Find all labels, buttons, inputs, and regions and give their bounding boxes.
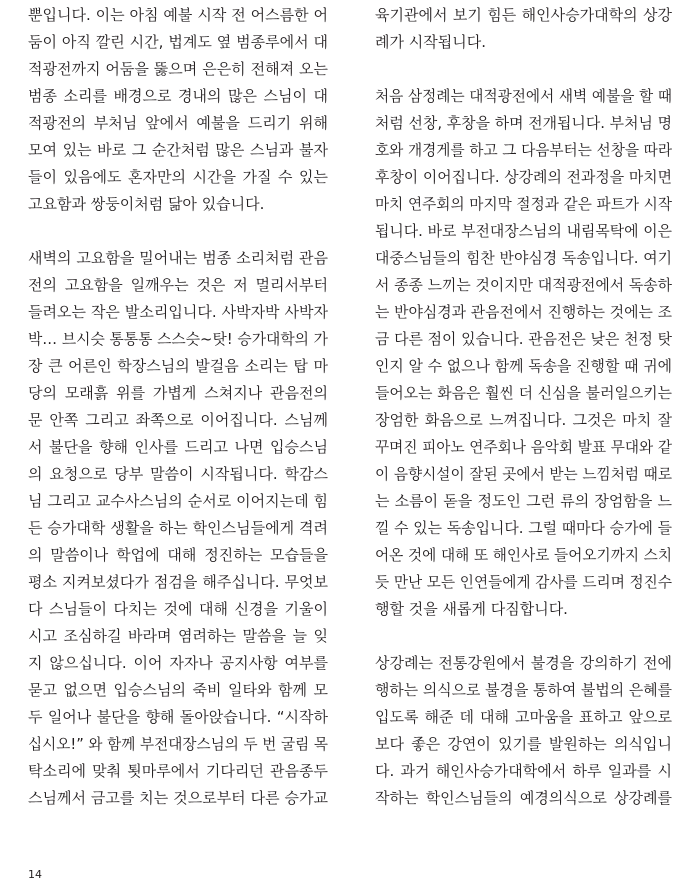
text-line: 범종 소리를 배경으로 경내의 많은 스님이 대	[28, 87, 328, 105]
text-line: 둠이 아직 깔린 시간, 법계도 옆 범종루에서 대	[28, 33, 328, 51]
text-line: 두 일어나 불단을 향해 돌아앉습니다. “시작하	[28, 708, 328, 726]
text-line: 탁소리에 맞춰 툇마루에서 기다리던 관음종두	[28, 762, 328, 780]
text-line: 낄 수 있는 독송입니다. 그럴 때마다 승가에 들	[375, 519, 672, 537]
text-line: 평소 지켜보셨다가 점검을 해주십니다. 무엇보	[28, 573, 328, 591]
paragraph	[375, 650, 672, 812]
text-line: 꾸며진 피아노 연주회나 음악회 발표 무대와 같	[375, 438, 672, 456]
text-line: 는 소름이 돋을 정도인 그런 류의 장엄함을 느	[375, 492, 672, 510]
text-line: 이 음향시설이 잘된 곳에서 받는 느낌처럼 때로	[375, 465, 672, 483]
paragraph	[28, 245, 328, 812]
text-line: 처럼 선창, 후창을 하며 전개됩니다. 부처님 명	[375, 114, 672, 132]
text-line: 들이 있음에도 혼자만의 시간을 가질 수 있는	[28, 168, 328, 186]
text-line: 는 반야심경과 관음전에서 진행하는 것에는 조	[375, 303, 672, 321]
text-line: 적광전까지 어둠을 뚫으며 은은히 전해져 오는	[28, 60, 328, 78]
text-line: 후창이 이어집니다. 상강례의 전과정을 마치면	[375, 168, 672, 186]
text-line: 의 요청으로 당부 말씀이 시작됩니다. 학감스	[28, 465, 328, 483]
text-line: 다. 과거 해인사승가대학에서 하루 일과를 시	[375, 762, 672, 780]
text-line: 행하는 의식으로 불경을 통하여 불법의 은혜를	[375, 681, 672, 699]
text-line: 작하는 학인스님들의 예경의식으로 상강례를	[375, 789, 672, 807]
paragraph	[375, 83, 672, 623]
text-line: 듯 만난 모든 인연들에게 감사를 드리며 정진수	[375, 573, 672, 591]
text-line: 대중스님들의 힘찬 반야심경 독송입니다. 여기	[375, 249, 672, 267]
paragraph	[375, 2, 672, 56]
text-line: 적광전의 부처님 앞에서 예불을 드리기 위해	[28, 114, 328, 132]
text-line: 어온 것에 대해 또 해인사로 들어오기까지 스치	[375, 546, 672, 564]
text-line: 행할 것을 새롭게 다짐합니다.	[375, 600, 568, 618]
text-line: 보다 좋은 강연이 있기를 발원하는 의식입니	[375, 735, 672, 753]
text-line: 지 않으십니다. 이어 자자나 공지사항 여부를	[28, 654, 328, 672]
text-line: 처음 삼정례는 대적광전에서 새벽 예불을 할 때	[375, 87, 672, 105]
text-line: 마치 연주회의 마지막 절정과 같은 파트가 시작	[375, 195, 672, 213]
text-line: 금 다른 점이 있습니다. 관음전은 낮은 천정 탓	[375, 330, 672, 348]
text-line: 호와 개경게를 하고 그 다음부터는 선창을 따라	[375, 141, 672, 159]
text-line: 서 불단을 향해 인사를 드리고 나면 입승스님	[28, 438, 328, 456]
text-line: 서 종종 느끼는 것이지만 대적광전에서 독송하	[375, 276, 672, 294]
text-line: 문 안쪽 그리고 좌쪽으로 이어집니다. 스님께	[28, 411, 328, 429]
text-line: 묻고 없으면 입승스님의 죽비 일타와 함께 모	[28, 681, 328, 699]
text-line: 당의 모래흙 위를 가볍게 스쳐지나 관음전의	[28, 384, 328, 402]
text-line: 고요함과 쌍둥이처럼 닮아 있습니다.	[28, 195, 265, 213]
text-line: 전의 고요함을 일깨우는 것은 저 멀리서부터	[28, 276, 328, 294]
text-line: 님 그리고 교수사스님의 순서로 이어지는데 힘	[28, 492, 328, 510]
text-line: 모여 있는 바로 그 순간처럼 많은 스님과 불자	[28, 141, 328, 159]
text-line: 든 승가대학 생활을 하는 학인스님들에게 격려	[28, 519, 328, 537]
left-column	[28, 2, 328, 812]
text-line: 례가 시작됩니다.	[375, 33, 486, 51]
text-line: 십시오!” 와 함께 부전대장스님의 두 번 굴림 목	[28, 735, 328, 753]
right-column	[375, 2, 672, 812]
text-line: 장 큰 어른인 학장스님의 발걸음 소리는 탑 마	[28, 357, 328, 375]
text-line: 육기관에서 보기 힘든 해인사승가대학의 상강	[375, 6, 672, 24]
text-line: 인지 알 수 없으나 함께 독송을 진행할 때 귀에	[375, 357, 672, 375]
text-line: 상강례는 전통강원에서 불경을 강의하기 전에	[375, 654, 672, 672]
text-line: 스님께서 금고를 치는 것으로부터 다른 승가교	[28, 789, 328, 807]
text-line: 됩니다. 바로 부전대장스님의 내림목탁에 이은	[375, 222, 672, 240]
text-line: 뿐입니다. 이는 아침 예불 시작 전 어스름한 어	[28, 6, 328, 24]
text-line: 시고 조심하길 바라며 염려하는 말씀을 늘 잊	[28, 627, 328, 645]
text-line: 다 스님들이 다치는 것에 대해 신경을 기울이	[28, 600, 328, 618]
text-line: 들어오는 화음은 훨씬 더 신심을 불러일으키는	[375, 384, 672, 402]
text-line: 장엄한 화음으로 느껴집니다. 그것은 마치 잘	[375, 411, 672, 429]
paragraph	[28, 2, 328, 218]
text-line: 박… 브시슷 통통통 스스슷~탓! 승가대학의 가	[28, 330, 328, 348]
text-line: 들려오는 작은 발소리입니다. 사박자박 사박자	[28, 303, 328, 321]
text-line: 입도록 해준 데 대해 고마움을 표하고 앞으로	[375, 708, 672, 726]
text-line: 의 말씀이나 학업에 대해 정진하는 모습들을	[28, 546, 328, 564]
page-number: 14	[28, 868, 42, 881]
text-line: 새벽의 고요함을 밀어내는 범종 소리처럼 관음	[28, 249, 328, 267]
